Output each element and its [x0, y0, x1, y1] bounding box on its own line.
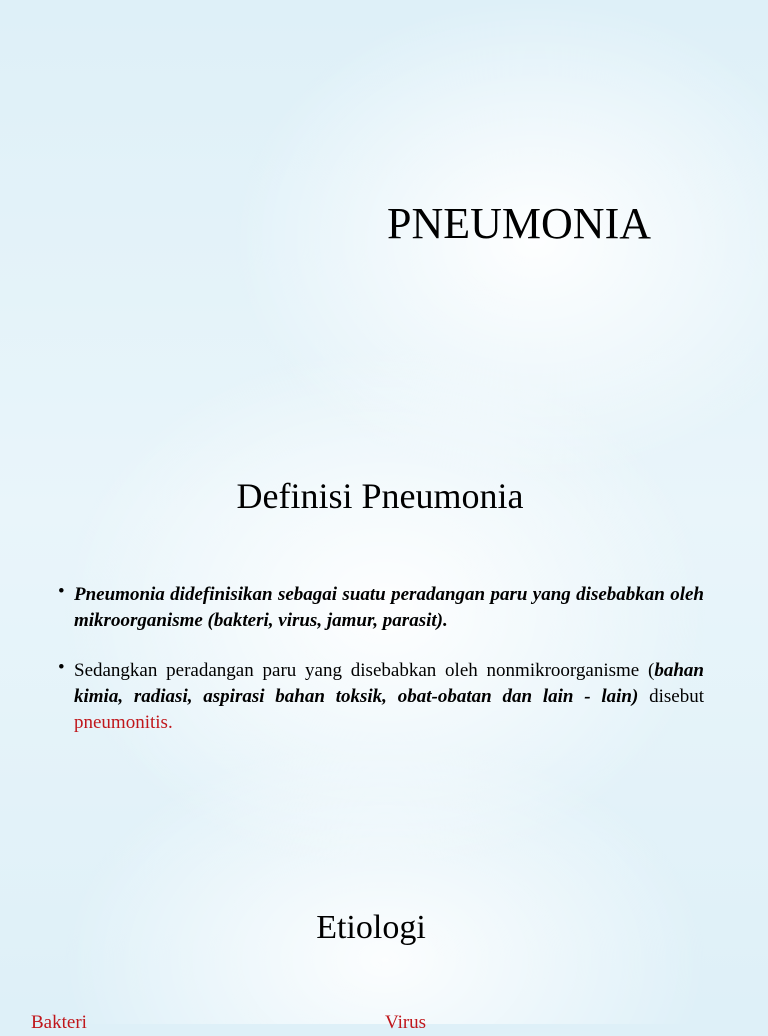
slide-title-pneumonia: PNEUMONIA	[387, 199, 651, 248]
definition-bullet-2	[58, 658, 704, 736]
etiology-label-bacteria: Bakteri	[31, 1012, 87, 1033]
definition-bullet-1	[58, 582, 704, 634]
bullet-2-text-middle: disebut	[638, 686, 704, 707]
slide-title-etiology: Etiologi	[316, 909, 426, 946]
definition-bullet-list	[58, 582, 704, 736]
etiology-label-virus: Virus	[385, 1012, 427, 1033]
bullet-2-text-before: Sedangkan peradangan paru yang disebabkan oleh nonmikroorganisme (	[74, 660, 655, 681]
bullet-dot-icon: •	[58, 581, 65, 602]
bullet-dot-icon: •	[58, 657, 65, 678]
bullet-2-text-emphasis: bahan kimia, radiasi, aspirasi bahan toksik, obat-obatan dan lain - lain)	[74, 660, 704, 707]
bullet-1-text: Pneumonia didefinisikan sebagai suatu peradangan paru yang disebabkan oleh mikroorganisme (bakteri, virus, jamur, parasit).	[74, 584, 704, 631]
slide-title-definition: Definisi Pneumonia	[236, 476, 524, 516]
bullet-2-text-pneumonitis: pneumonitis.	[74, 712, 173, 733]
